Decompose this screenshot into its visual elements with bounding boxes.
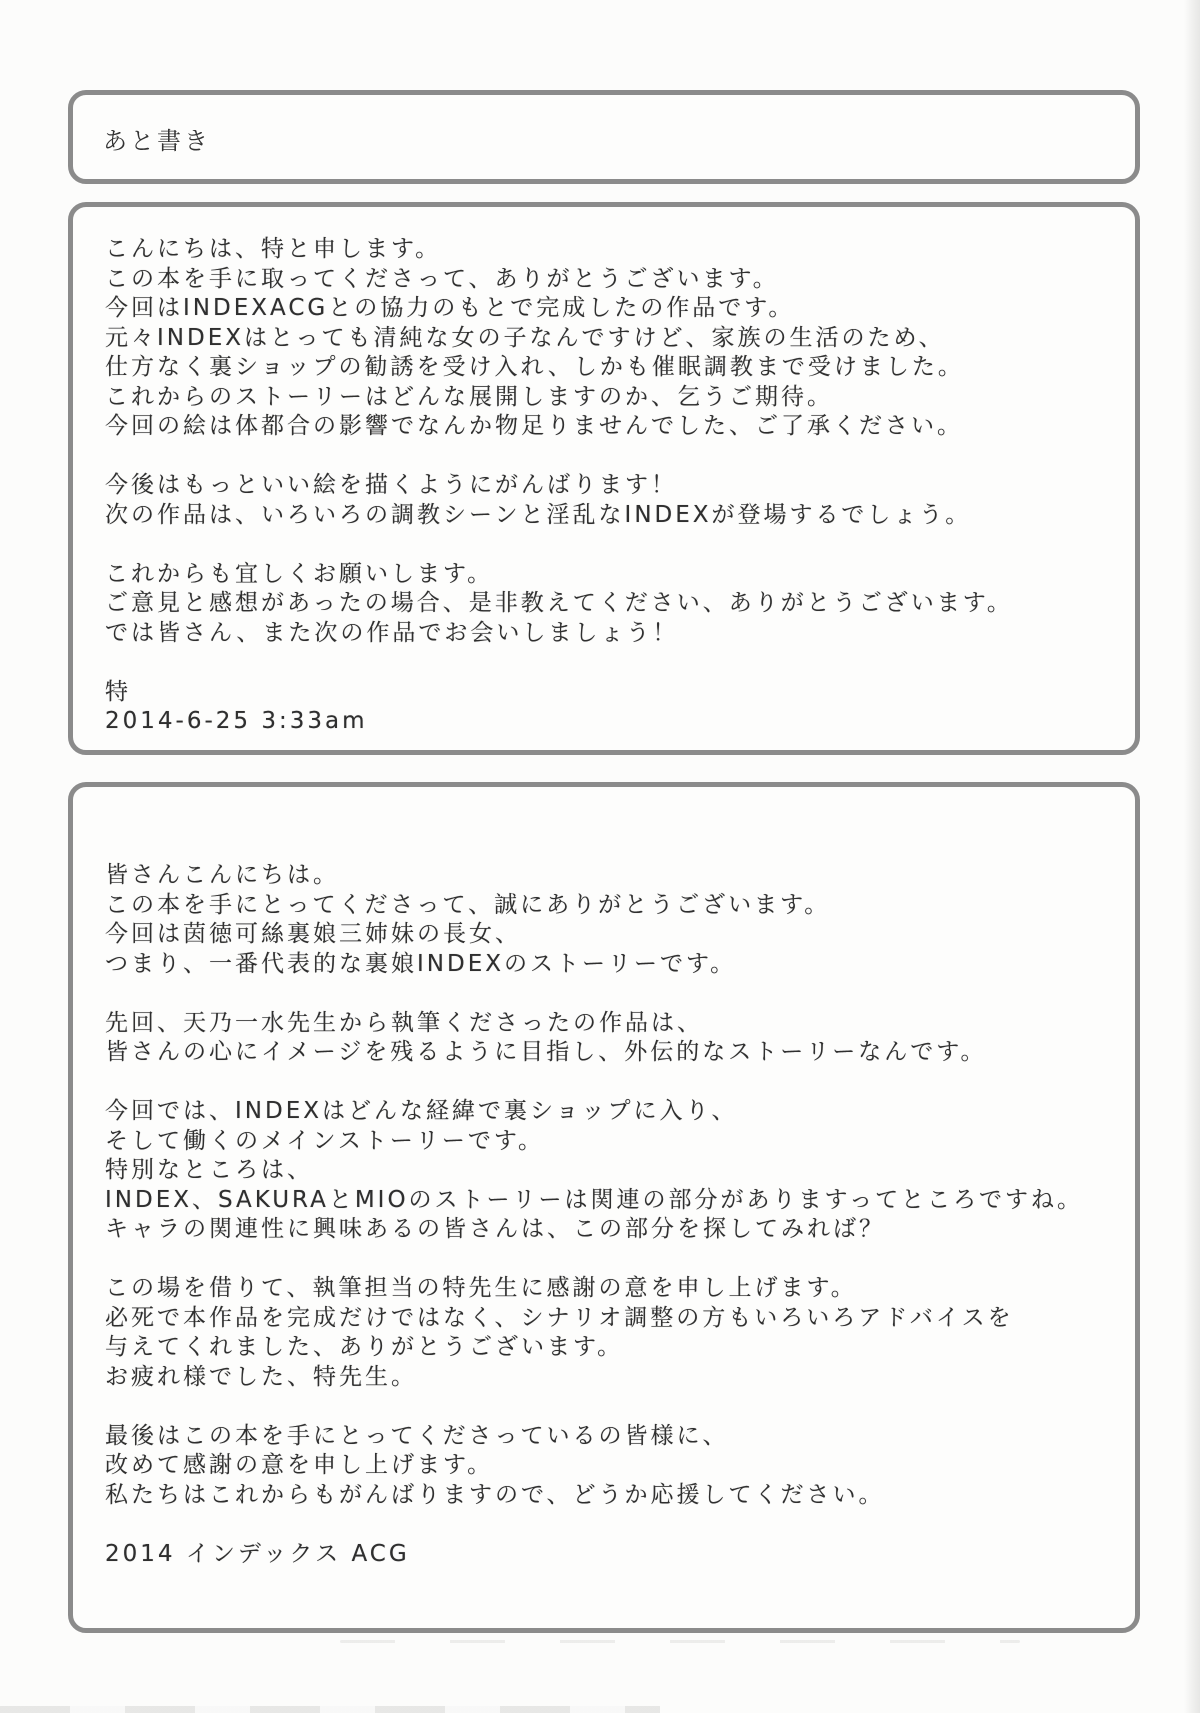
text-line: 2014-6-25 3:33am [105,708,368,734]
text-line: 皆さんこんにちは。 [105,862,339,888]
text-line: お疲れ様でした、特先生。 [105,1363,417,1390]
text-line [105,1245,1115,1275]
text-line: 今回はINDEXACGとの協力のもとで完成したの作品です。 [105,295,795,321]
text-line [105,1068,1115,1098]
author-afterword-text [73,207,1135,737]
text-line: 2014 インデックス ACG [105,1540,410,1567]
text-line: この本を手に取ってくださって、ありがとうございます。 [105,265,779,292]
text-line: つまり、一番代表的な裏娘INDEXのストーリーです。 [105,950,737,977]
text-line [105,1510,1115,1540]
text-line: では皆さん、また次の作品でお会いしましょう！ [105,619,679,646]
text-line: 特 [105,678,131,705]
text-line: 今回の絵は体都合の影響でなんか物足りませんでした、ご了承ください。 [105,413,963,439]
text-line: キャラの関連性に興味あるの皆さんは、この部分を探してみれば？ [105,1216,885,1242]
text-line: 改めて感謝の意を申し上げます。 [105,1452,494,1478]
author-afterword-box [68,202,1140,755]
text-line: そして働くのメインストーリーです。 [105,1127,545,1154]
text-line: これからのストーリーはどんな展開しますのか、乞うご期待。 [105,383,833,410]
text-line [105,530,1115,560]
scan-edge-shadow [1184,0,1200,1713]
scan-artifact [340,1640,1020,1643]
text-line: ご意見と感想があったの場合、是非教えてください、ありがとうございます。 [105,590,1013,616]
publisher-afterword-box [68,782,1140,1633]
text-line: 最後はこの本を手にとってくださっているの皆様に、 [105,1422,729,1449]
text-line [105,1392,1115,1422]
afterword-title-box [68,90,1140,184]
publisher-afterword-text [73,787,1135,1569]
text-line: この場を借りて、執筆担当の特先生に感謝の意を申し上げます。 [105,1275,857,1301]
text-line: この本を手にとってくださって、誠にありがとうございます。 [105,891,831,918]
text-line: 仕方なく裏ショップの勧誘を受け入れ、しかも催眠調教まで受けました。 [105,354,964,380]
text-line [105,648,1115,678]
page-title: あと書き [103,127,211,155]
text-line: 元々INDEXはとっても清純な女の子なんですけど、家族の生活のため、 [105,324,945,351]
text-line: 今回では、INDEXはどんな経緯で裏ショップに入り、 [105,1098,738,1124]
text-line: これからも宜しくお願いします。 [105,560,494,587]
text-line: 必死で本作品を完成だけではなく、シナリオ調整の方もいろいろアドバイスを [105,1304,1014,1331]
text-line: こんにちは、特と申します。 [105,236,442,262]
text-line: 皆さんの心にイメージを残るように目指し、外伝的なストーリーなんです。 [105,1039,987,1065]
scan-artifact [0,1706,660,1713]
text-line: 特別なところは、 [105,1157,313,1183]
text-line [105,442,1115,472]
text-line: 先回、天乃一水先生から執筆くださったの作品は、 [105,1009,703,1036]
text-line: 今回は茵徳可絲裏娘三姉妹の長女、 [105,921,521,947]
text-line: INDEX、SAKURAとMIOのストーリーは関連の部分がありますってところですね。 [105,1186,1083,1213]
text-line [105,979,1115,1009]
text-line: 今後はもっといい絵を描くようにがんばります！ [105,472,677,498]
text-line: 私たちはこれからもがんばりますので、どうか応援してください。 [105,1481,885,1508]
text-line: 次の作品は、いろいろの調教シーンと淫乱なINDEXが登場するでしょう。 [105,501,972,528]
text-line: 与えてくれました、ありがとうございます。 [105,1334,624,1360]
